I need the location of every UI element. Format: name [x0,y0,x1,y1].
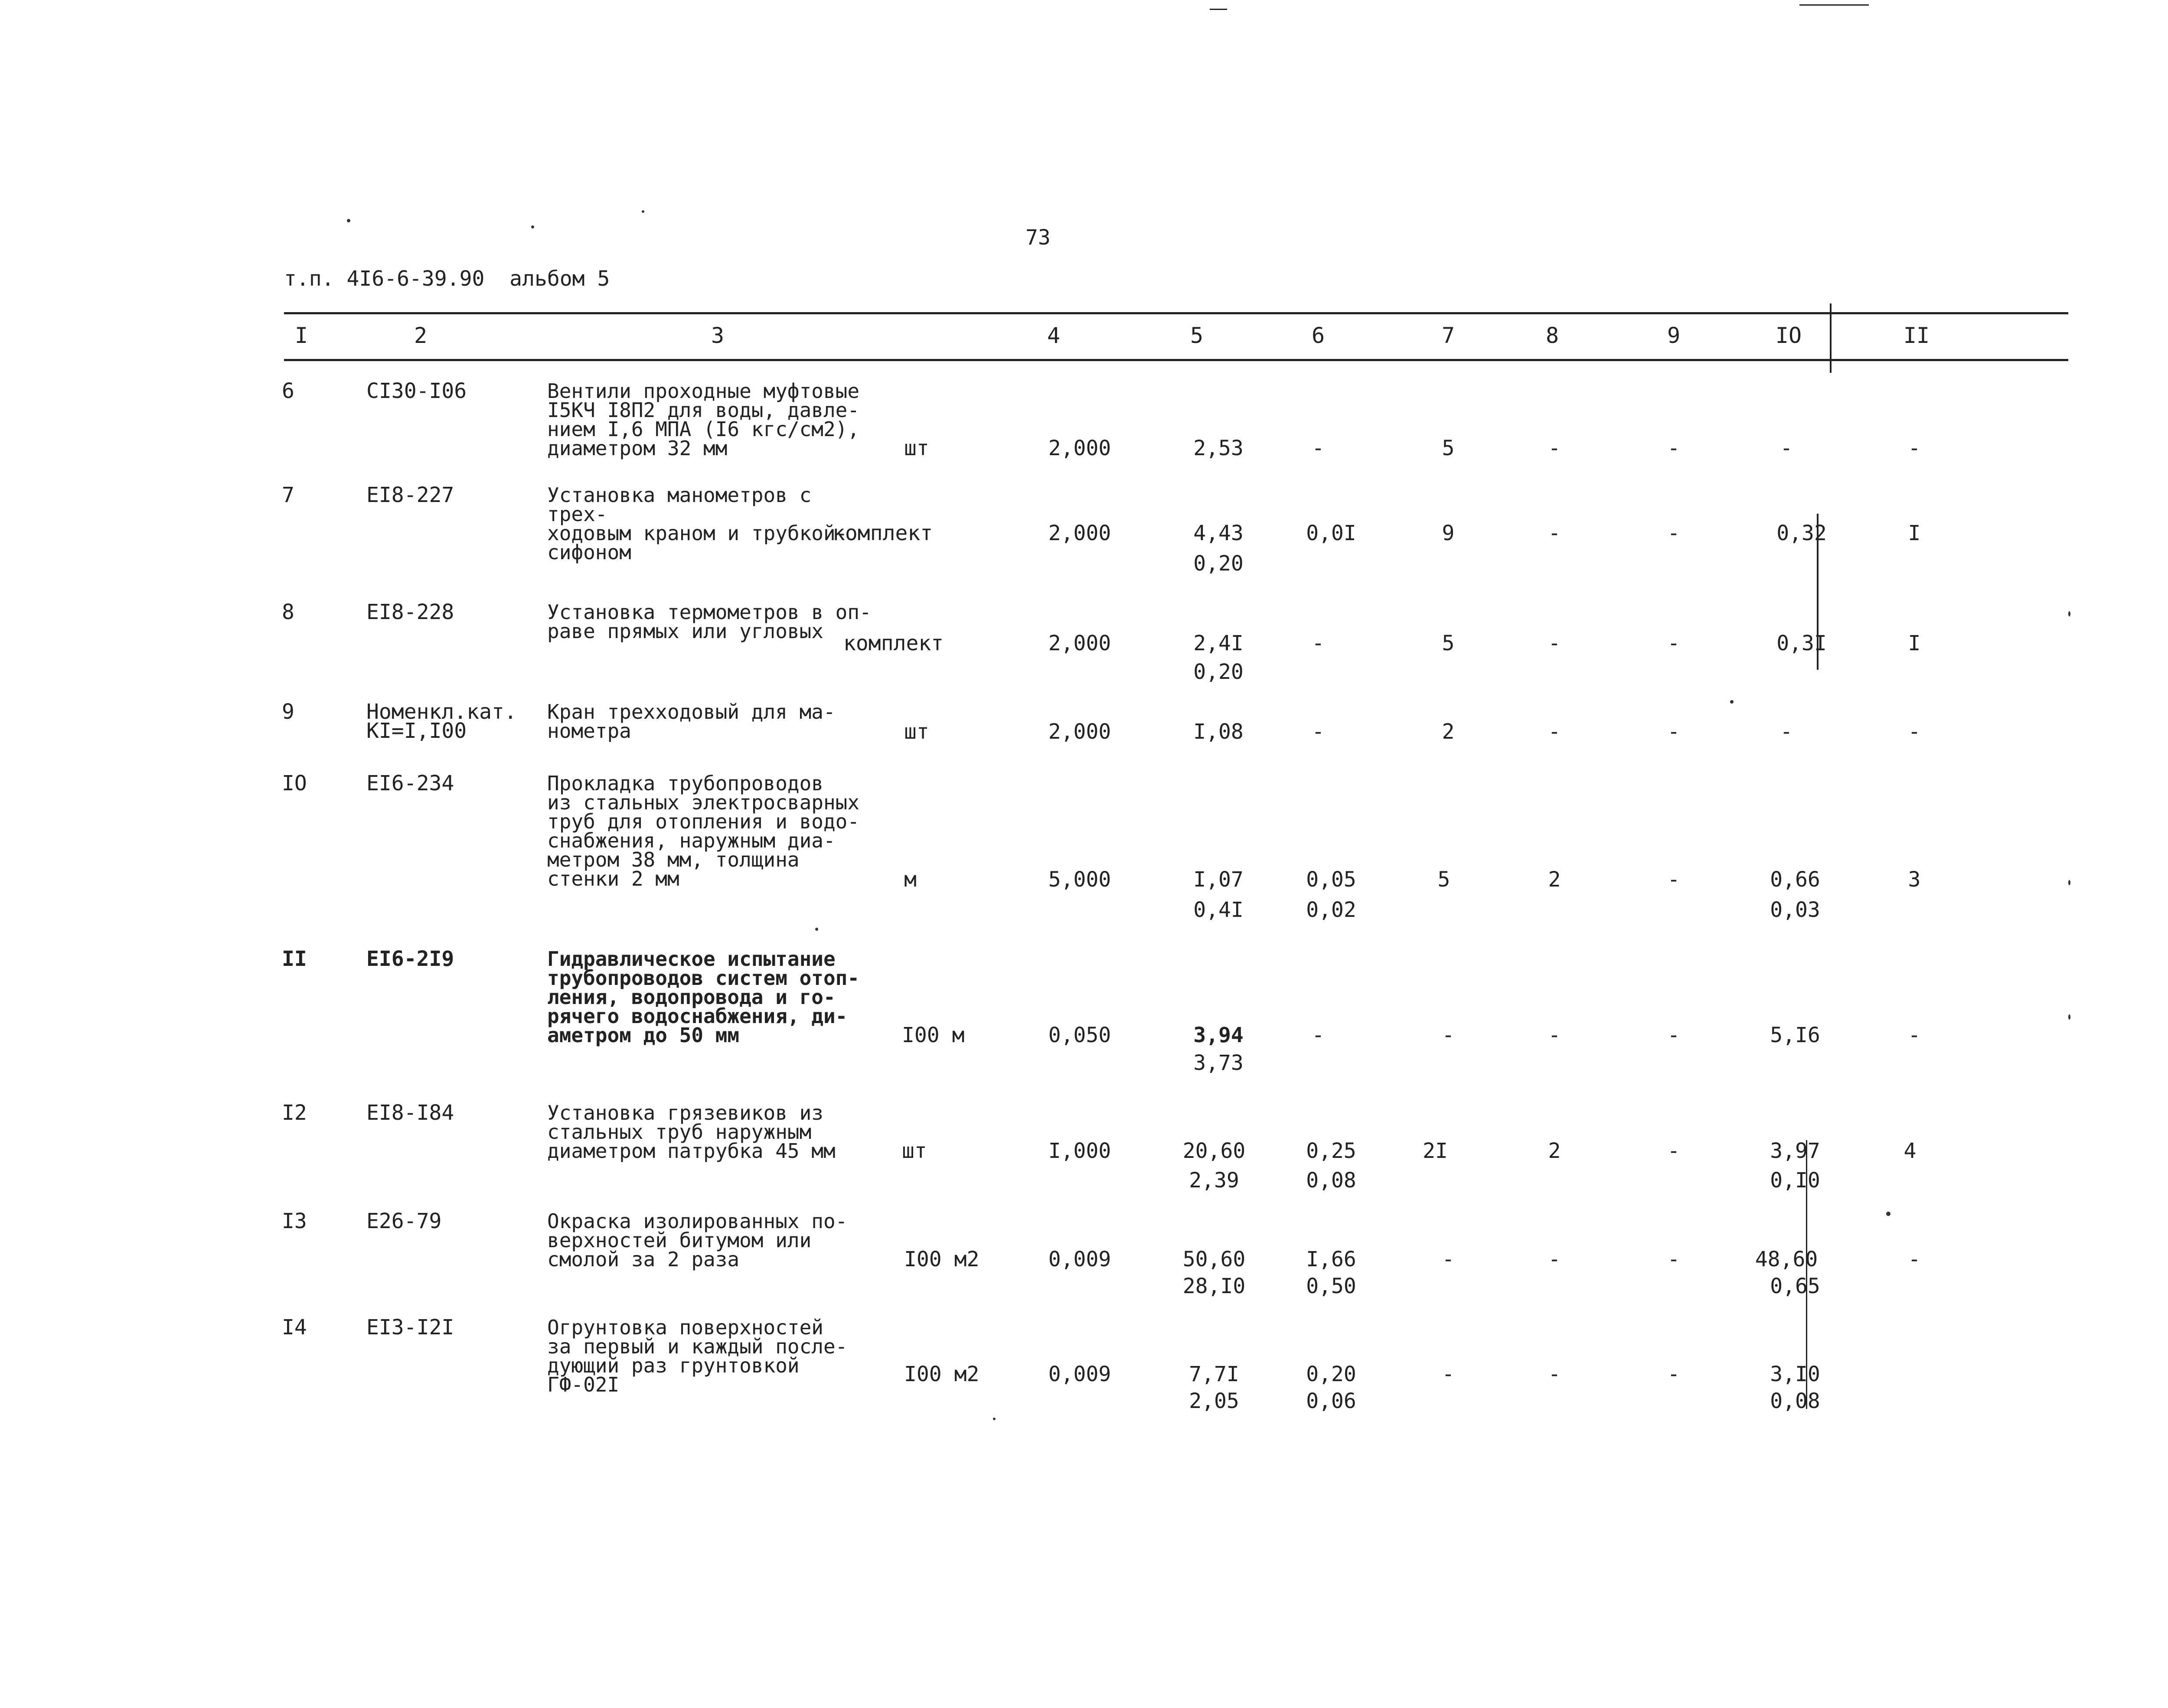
col6-value-2: 0,50 [1306,1274,1356,1298]
work-description: Кран трехходовый для ма- нометра [547,700,836,743]
col11-value: I [1908,631,1921,655]
column-header: 6 [1311,323,1325,348]
col10-value: 0,66 [1770,867,1820,892]
quantity: I,000 [1048,1139,1111,1163]
unit: шт [904,436,929,460]
column-header: II [1903,323,1930,348]
col6-value: 0,0I [1306,521,1356,545]
col7-value: - [1442,1362,1455,1386]
scan-speck [2068,611,2070,616]
scan-speck [815,928,818,931]
col11-value: 3 [1908,867,1921,892]
norm-code: EI6-2I9 [366,947,454,971]
quantity: 0,009 [1048,1247,1111,1271]
col5-value-2: 2,05 [1189,1389,1239,1413]
col10-value: - [1780,436,1793,460]
col8-value: - [1548,631,1561,655]
col10-value: 3,I0 [1770,1362,1820,1386]
work-description: Огрунтовка поверхностей за первый и каждый после- дующий раз грунтовкой ГФ-02I [547,1316,848,1396]
col6-value: 0,25 [1306,1139,1356,1163]
column-header: I [294,323,308,348]
header-top-rule [284,312,2068,314]
col5-value: 3,94 [1193,1023,1244,1047]
page-number: 73 [1025,225,1051,250]
col8-value: - [1548,1247,1561,1271]
row-number: 9 [282,700,294,724]
col7-value: 2I [1423,1139,1448,1163]
col10-value: - [1780,720,1793,744]
col10-value-2: 0,08 [1770,1389,1820,1413]
col7-value: - [1442,1023,1455,1047]
col5-value: 2,53 [1193,436,1244,460]
col11-value: - [1908,1247,1921,1271]
column-header: IO [1775,323,1802,348]
column-header: 4 [1047,323,1061,348]
quantity: 5,000 [1048,867,1111,892]
quantity: 2,000 [1048,436,1111,460]
col5-value-2: 28,I0 [1182,1274,1246,1298]
col9-value: - [1667,720,1680,744]
col8-value: - [1548,521,1561,545]
unit: I00 м [902,1023,965,1047]
row-number: I2 [282,1101,307,1125]
row-number: II [282,947,307,971]
col5-value: 2,4I [1193,631,1244,655]
col7-value: 9 [1442,521,1455,545]
col8-value: 2 [1548,867,1561,892]
col10-value: 5,I6 [1770,1023,1820,1047]
col11-value: 4 [1904,1139,1917,1163]
col5-value-2: 0,20 [1193,660,1244,684]
work-description: Установка грязевиков из стальных труб наружным диаметром патрубка 45 мм [547,1101,836,1163]
unit: шт [902,1139,927,1163]
col8-value: - [1548,720,1561,744]
col11-value: - [1908,1023,1921,1047]
col6-value: - [1312,720,1325,744]
col6-value: - [1312,1023,1325,1047]
col5-value: 50,60 [1182,1247,1246,1271]
unit: комплект [833,521,933,545]
unit: I00 м2 [904,1362,980,1386]
quantity: 2,000 [1048,631,1111,655]
header-bottom-rule [284,359,2068,361]
col5-value-2: 0,4I [1193,898,1244,922]
unit: шт [904,720,929,744]
col7-value: 5 [1437,867,1450,892]
column-header: 5 [1190,323,1204,348]
col8-value: - [1548,1362,1561,1386]
work-description: Вентили проходные муфтовые I5КЧ I8П2 для воды, давле- нием I,6 МПА (I6 кгс/см2), диаметром 32 мм [547,379,860,460]
column-header: 3 [711,323,725,348]
col9-value: - [1667,436,1680,460]
unit: I00 м2 [904,1247,980,1271]
quantity: 2,000 [1048,521,1111,545]
norm-code: CI30-I06 [366,379,467,403]
col9-value: - [1667,521,1680,545]
col11-value: I [1908,521,1921,545]
scan-speck [2068,880,2070,885]
work-description: Гидравлическое испытание трубопроводов систем отоп- ления, водопровода и го- рячего водоснабжения, ди- аметром до 50 мм [547,947,860,1047]
scan-dash [1799,4,1869,6]
col8-value: 2 [1548,1139,1561,1163]
column-header: 8 [1545,323,1559,348]
row-number: IO [282,771,307,795]
col6-value: - [1312,631,1325,655]
row-number: 7 [282,483,294,507]
col9-value: - [1667,1023,1680,1047]
col11-value: - [1908,720,1921,744]
norm-code: EI8-227 [366,483,454,507]
scan-dash [1210,9,1227,10]
col5-value-2: 2,39 [1189,1168,1239,1193]
col5-value: 4,43 [1193,521,1244,545]
col6-value: 0,20 [1306,1362,1356,1386]
column-divider [1830,303,1832,373]
col6-value: I,66 [1306,1247,1356,1271]
norm-code: EI8-228 [366,600,454,624]
scan-speck [2068,1014,2070,1020]
col5-value-2: 3,73 [1193,1051,1244,1075]
col7-value: 5 [1442,436,1455,460]
col11-value: - [1908,436,1921,460]
unit: м [904,867,917,892]
col9-value: - [1667,631,1680,655]
work-description: Установка термометров в оп- раве прямых или угловых [547,600,872,643]
col6-value-2: 0,06 [1306,1389,1356,1413]
col10-value-2: 0,03 [1770,898,1820,922]
quantity: 0,009 [1048,1362,1111,1386]
quantity: 2,000 [1048,720,1111,744]
col10-value-2: 0,65 [1770,1274,1820,1298]
scan-speck [347,219,350,222]
col7-value: 2 [1442,720,1455,744]
scan-speck [531,225,534,228]
work-description: Окраска изолированных по- верхностей битумом или смолой за 2 раза [547,1209,848,1271]
column-header: 9 [1667,323,1681,348]
col9-value: - [1667,867,1680,892]
row-number: 6 [282,379,294,403]
col9-value: - [1667,1139,1680,1163]
norm-code: E26-79 [366,1209,442,1233]
scan-speck [1886,1212,1890,1216]
col10-value: 3,97 [1770,1139,1820,1163]
col9-value: - [1667,1247,1680,1271]
column-header: 7 [1441,323,1455,348]
col5-value: 7,7I [1189,1362,1239,1386]
quantity: 0,050 [1048,1023,1111,1047]
row-number: 8 [282,600,294,624]
col8-value: - [1548,436,1561,460]
col5-value: 20,60 [1182,1139,1246,1163]
col6-value: 0,05 [1306,867,1356,892]
row-number: I4 [282,1315,307,1340]
col10-value: 48,60 [1755,1247,1818,1271]
norm-code: EI3-I2I [366,1315,454,1340]
col7-value: - [1442,1247,1455,1271]
col5-value: I,07 [1193,867,1244,892]
scan-speck [642,210,644,213]
col6-value-2: 0,08 [1306,1168,1356,1193]
col10-value: 0,32 [1776,521,1827,545]
col6-value-2: 0,02 [1306,898,1356,922]
col7-value: 5 [1442,631,1455,655]
col5-value-2: 0,20 [1193,551,1244,576]
col9-value: - [1667,1362,1680,1386]
work-description: Прокладка трубопроводов из стальных электросварных труб для отопления и водо- снабжения, наружным диа- метром 38 мм, толщина стенки 2 мм [547,772,860,890]
column-header: 2 [414,323,428,348]
col10-value-2: 0,I0 [1770,1168,1820,1193]
scan-speck [1730,700,1734,704]
document-reference: т.п. 4I6-6-39.90 альбом 5 [284,267,610,291]
col5-value: I,08 [1193,720,1244,744]
unit: комплект [843,631,944,655]
norm-code: Номенкл.кат. KI=I,I00 [366,700,517,743]
col6-value: - [1312,436,1325,460]
scan-speck [993,1418,996,1420]
norm-code: EI8-I84 [366,1101,454,1125]
norm-code: EI6-234 [366,771,454,795]
row-number: I3 [282,1209,307,1233]
col10-value: 0,3I [1776,631,1827,655]
col8-value: - [1548,1023,1561,1047]
work-description: Установка манометров с трех- ходовым краном и трубкой- сифоном [547,483,848,564]
